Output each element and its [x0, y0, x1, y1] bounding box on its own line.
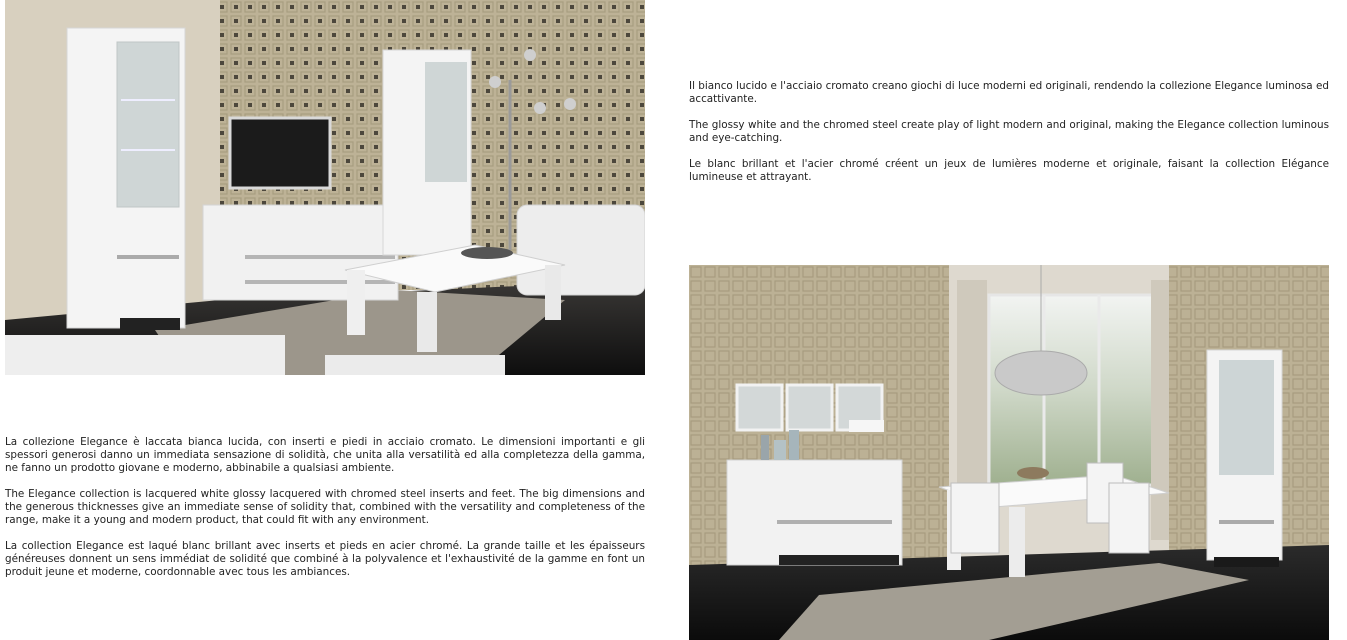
description-english: The Elegance collection is lacquered white glossy lacquered with chromed steel inserts and feet. The big dimensions and the generous thicknesses give an immediate sense of solidity that, combined with the versatility and completeness of the range, make it a young and modern product, that could fit with any environment. [5, 488, 645, 526]
intro-english: The glossy white and the chromed steel create play of light modern and original, making the Elegance collection luminous and eye-catching. [689, 119, 1329, 144]
intro-french: Le blanc brillant et l'acier chromé créent un jeux de lumières moderne et originale, faisant la collection Elégance lumineuse et attrayant. [689, 158, 1329, 183]
intro-italian: Il bianco lucido e l'acciaio cromato creano giochi di luce moderni ed originali, rendendo la collezione Elegance luminosa ed accattivante. [689, 80, 1329, 105]
description-french: La collection Elegance est laqué blanc brillant avec inserts et pieds en acier chromé. La grande taille et les épaisseurs généreuses donnent un sens immédiat de solidité que combiné à la polyvalence et l'exhaustivité de la gamme en font un produit jeune et moderne, coordonnable avec tous les ambiances. [5, 540, 645, 578]
intro-text-block [689, 80, 1329, 197]
description-italian: La collezione Elegance è laccata bianca lucida, con inserti e piedi in acciaio cromato. Le dimensioni importanti e gli spessori generosi danno un immediata sensazione di solidità, che unita alla versatilità ed alla completezza della gamma, ne fanno un prodotto giovane e moderno, abbinabile a qualsiasi ambiente. [5, 436, 645, 474]
living-room-photo [5, 0, 645, 375]
dining-room-photo [689, 265, 1329, 640]
description-text-block [5, 436, 645, 592]
